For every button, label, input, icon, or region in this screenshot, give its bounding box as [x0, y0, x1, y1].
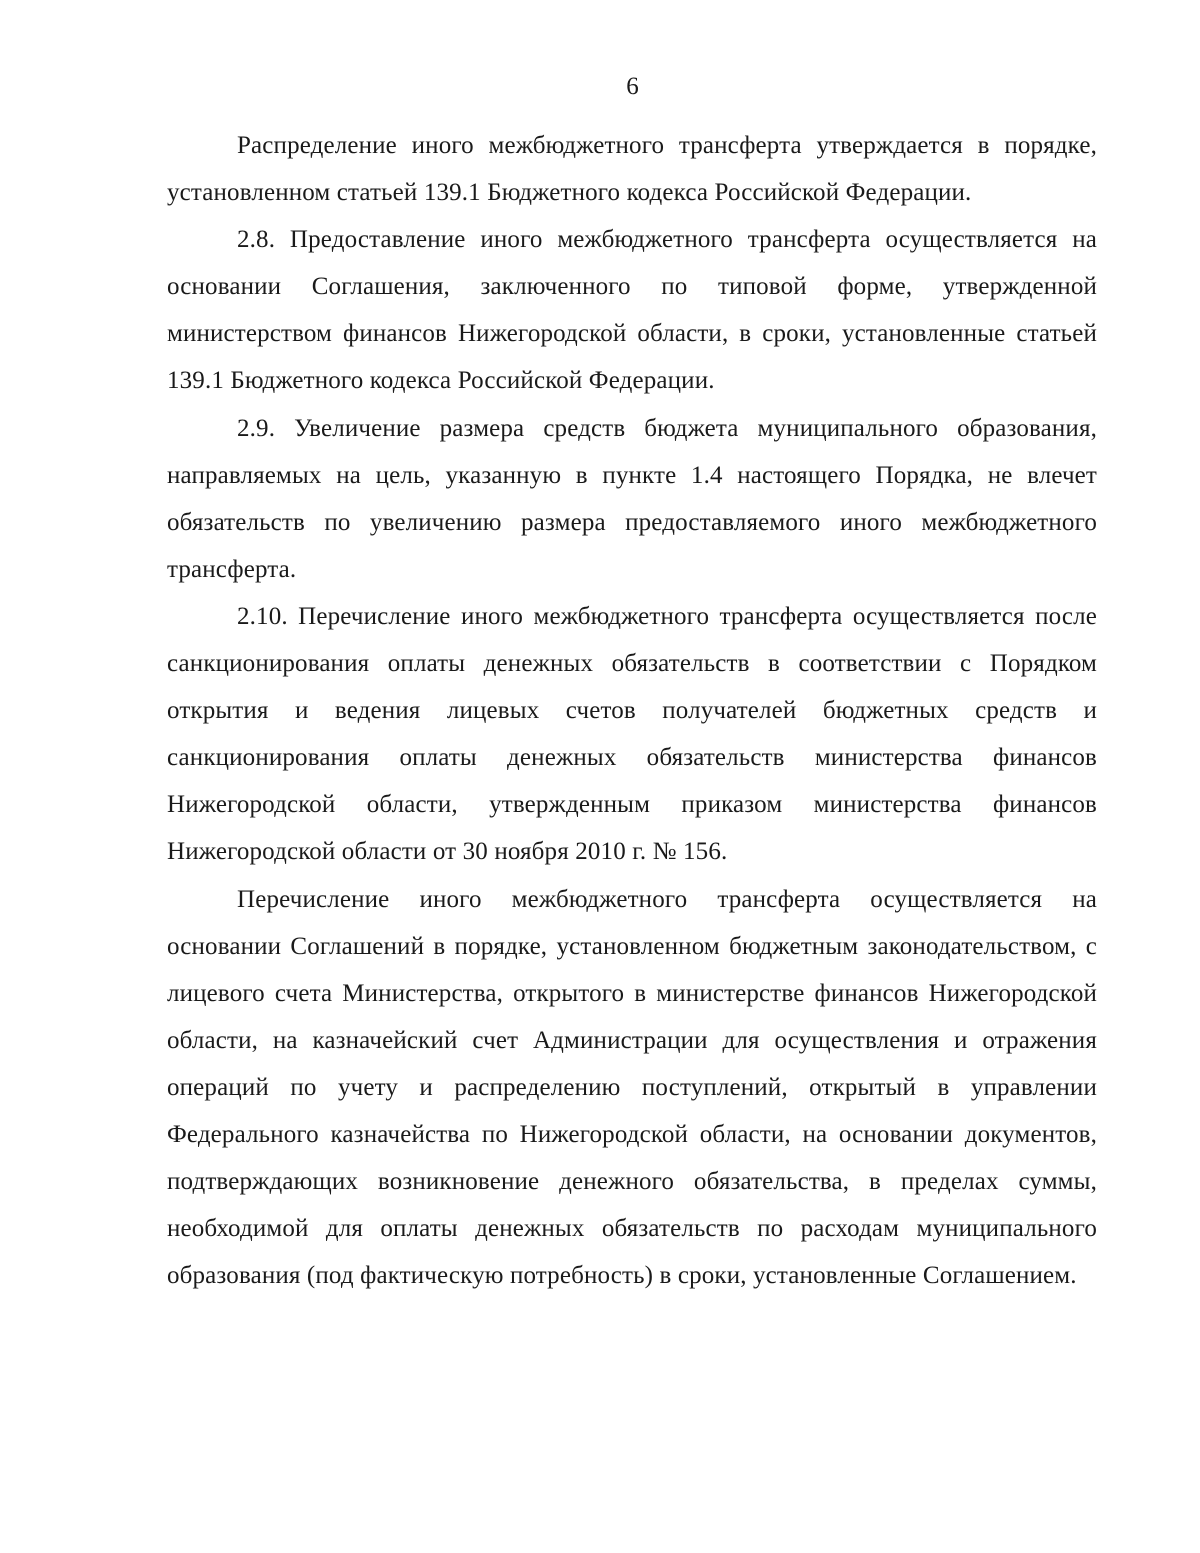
paragraph-transfer: Перечисление иного межбюджетного трансферта осуществляется на основании Соглашений в порядке, установленном бюджетным законодательством, с лицевого счета Министерства, открытого в министерстве финансов Нижегородской области, на казначейский счет Администрации для осуществления и отражения операций по учету и распределению поступлений, открытый в управлении Федерального казначейства по Нижегородской области, на основании документов, подтверждающих возникновение денежного обязательства, в пределах суммы, необходимой для оплаты денежных обязательств по расходам муниципального образования (под фактическую потребность) в сроки, установленные Соглашением.	[167, 885, 1097, 1290]
paragraph-2-9: 2.9. Увеличение размера средств бюджета муниципального образования, направляемых на цель, указанную в пункте 1.4 настоящего Порядка, не влечет обязательств по увеличению размера предоставляемого иного межбюджетного трансферта.	[167, 414, 1097, 583]
paragraph-2-8: 2.8. Предоставление иного межбюджетного трансферта осуществляется на основании Соглашения, заключенного по типовой форме, утвержденной министерством финансов Нижегородской области, в сроки, установленные статьей 139.1 Бюджетного кодекса Российской Федерации.	[167, 226, 1097, 395]
document-body	[167, 122, 1097, 1299]
paragraph-2-10: 2.10. Перечисление иного межбюджетного трансферта осуществляется после санкционирования оплаты денежных обязательств в соответствии с Порядком открытия и ведения лицевых счетов получателей бюджетных средств и санкционирования оплаты денежных обязательств министерства финансов Нижегородской области, утвержденным приказом министерства финансов Нижегородской области от 30 ноября 2010 г. № 156.	[167, 602, 1097, 866]
page-number: 6	[626, 73, 639, 100]
paragraph-distribution: Распределение иного межбюджетного трансферта утверждается в порядке, установленном статьей 139.1 Бюджетного кодекса Российской Федерации.	[167, 132, 1097, 207]
